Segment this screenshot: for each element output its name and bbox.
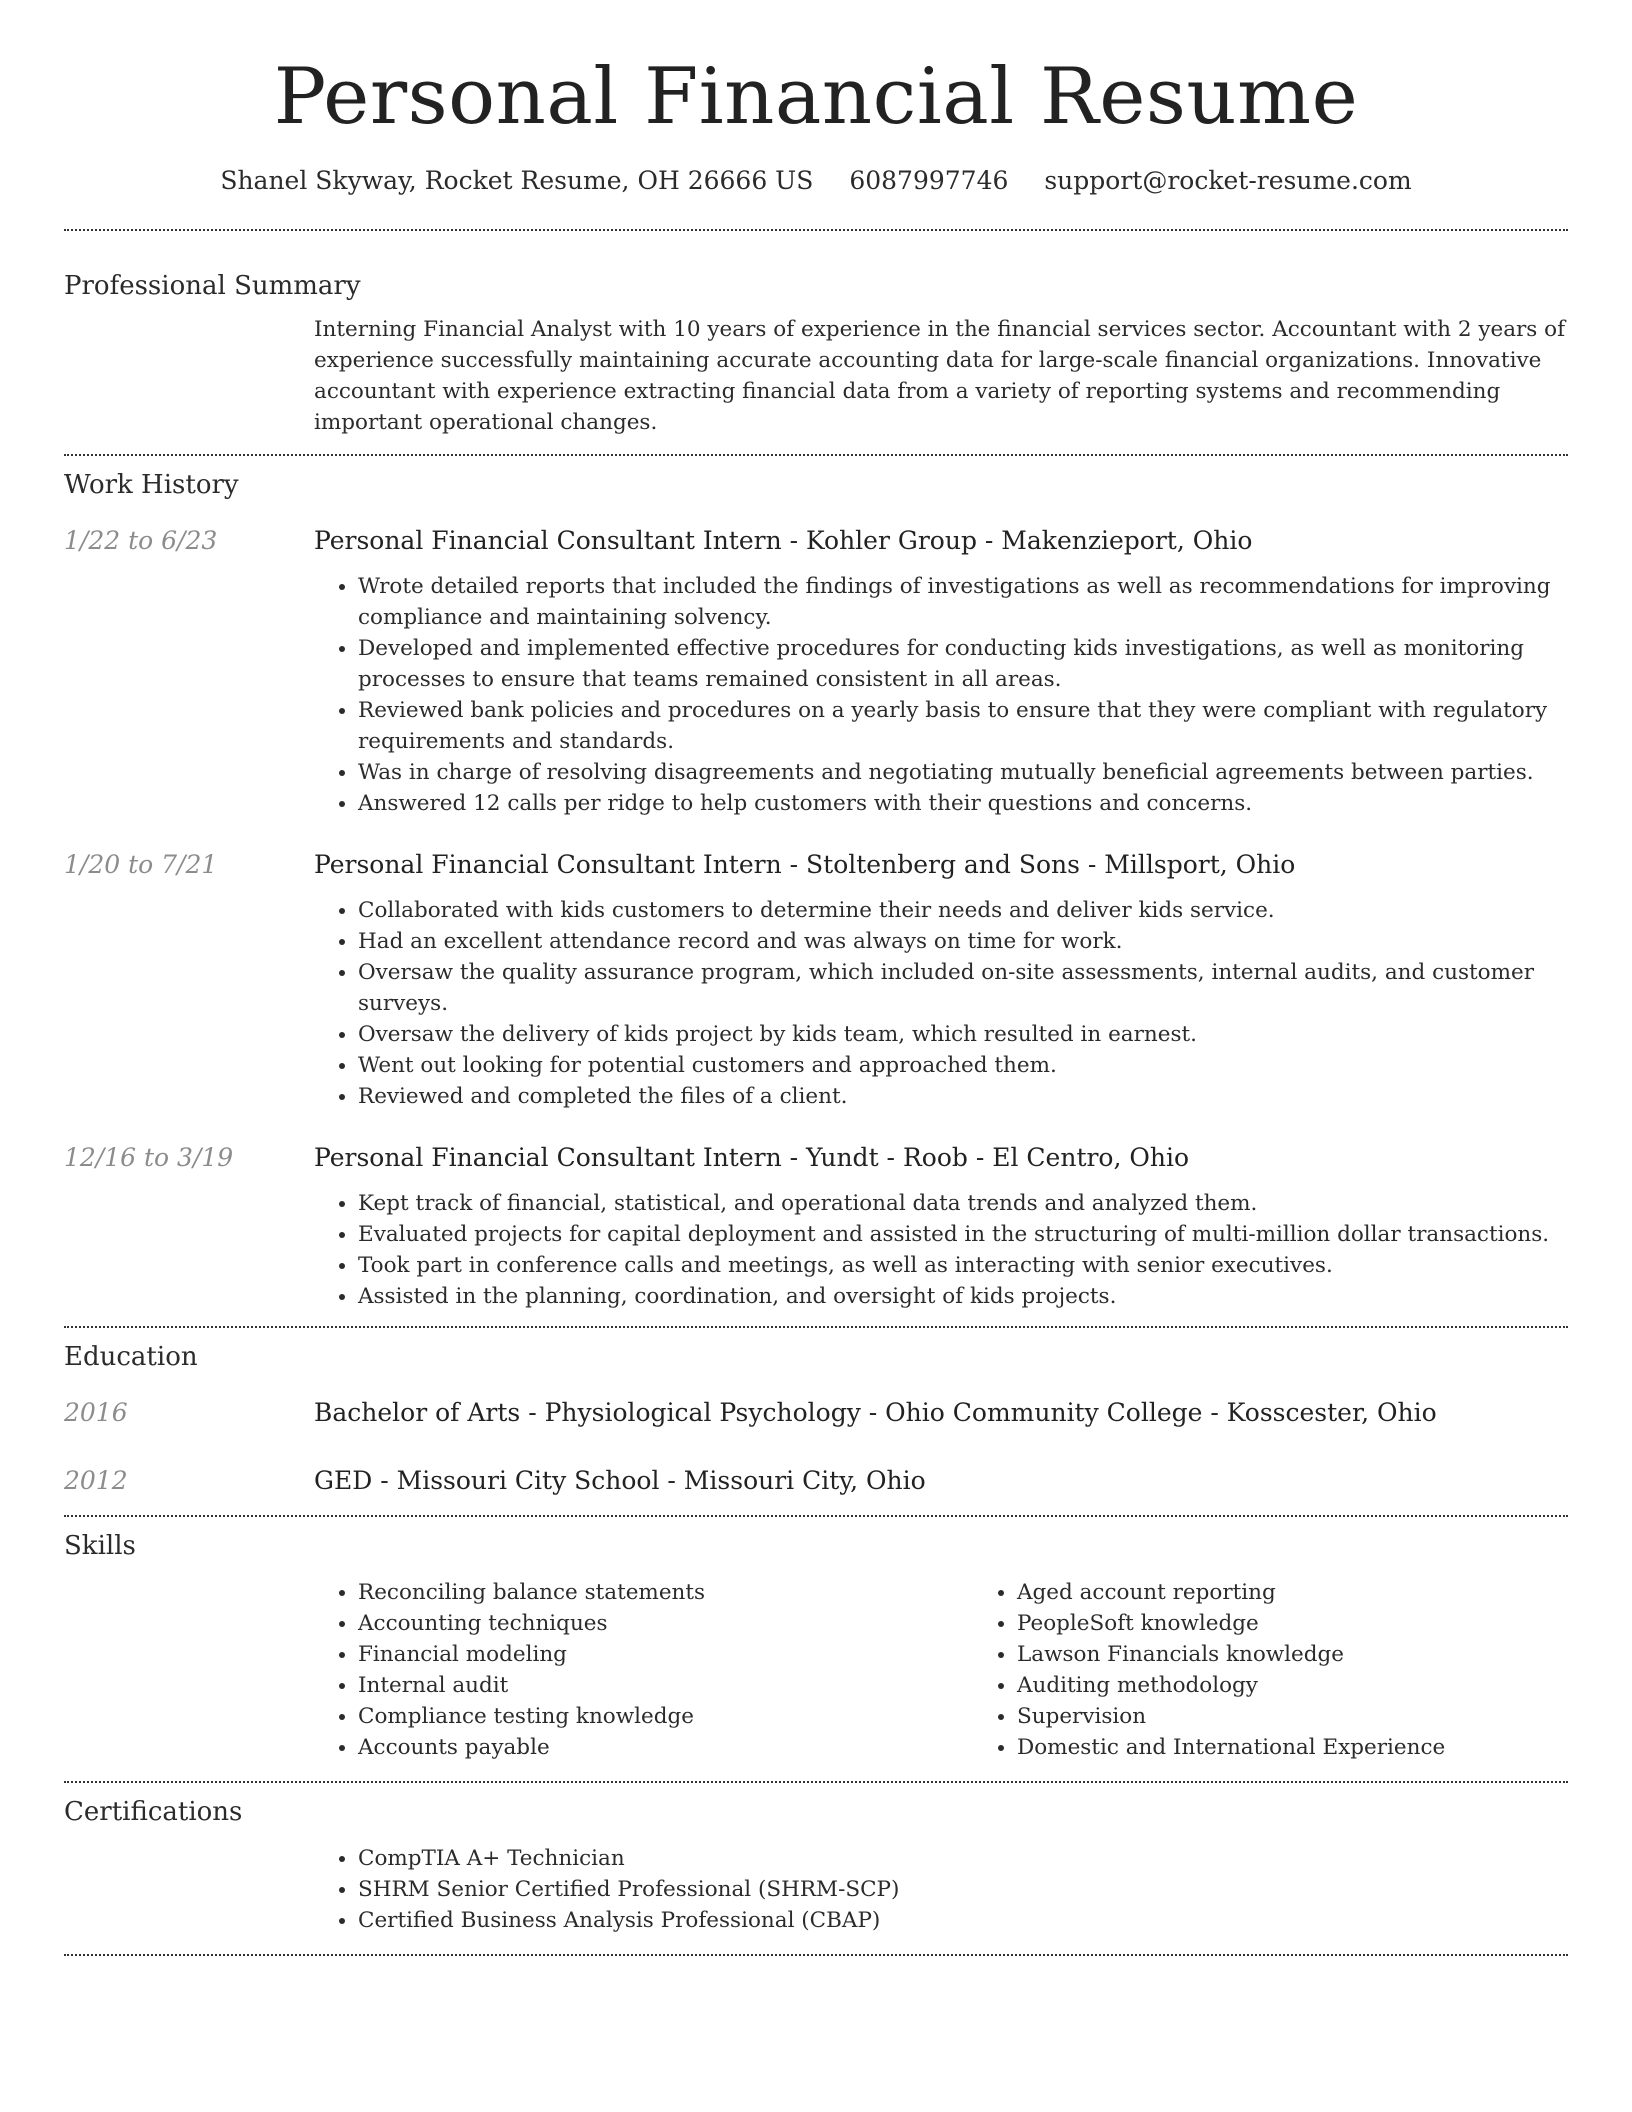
list-item: • SHRM Senior Certified Professional (SHRM-SCP)	[358, 1874, 1568, 1905]
job-entry	[64, 524, 1568, 819]
job-bullets	[314, 895, 1568, 1112]
list-item: • Was in charge of resolving disagreements and negotiating mutually beneficial agreements between parties.	[358, 757, 1568, 788]
list-item: • Auditing methodology	[1017, 1670, 1632, 1701]
certifications-list	[314, 1843, 1568, 1936]
job-title: Personal Financial Consultant Intern - Yundt - Roob - El Centro, Ohio	[314, 1143, 1190, 1172]
list-item: • Assisted in the planning, coordination, and oversight of kids projects.	[358, 1281, 1568, 1312]
education-text: Bachelor of Arts - Physiological Psychology - Ohio Community College - Kosscester, Ohio	[314, 1398, 1437, 1427]
contact-email: support@rocket-resume.com	[1044, 166, 1412, 195]
list-item: • Compliance testing knowledge	[358, 1701, 973, 1732]
contact-address: Shanel Skyway, Rocket Resume, OH 26666 US	[220, 166, 814, 195]
list-item: • Reconciling balance statements	[358, 1577, 973, 1608]
section-heading-certifications: Certifications	[64, 1797, 243, 1827]
list-item: • Developed and implemented effective procedures for conducting kids investigations, as well as monitoring processes to ensure that teams remained consistent in all areas.	[358, 633, 1568, 695]
education-year: 2012	[64, 1466, 128, 1495]
resume-page	[64, 0, 1568, 1956]
job-title: Personal Financial Consultant Intern - Kohler Group - Makenzieport, Ohio	[314, 526, 1253, 555]
job-dates: 1/22 to 6/23	[64, 526, 218, 555]
section-heading-work: Work History	[64, 470, 239, 500]
list-item: • Lawson Financials knowledge	[1017, 1639, 1632, 1670]
job-entry	[64, 848, 1568, 1112]
list-item: • PeopleSoft knowledge	[1017, 1608, 1632, 1639]
resume-title: Personal Financial Resume	[273, 52, 1359, 142]
list-item: • Financial modeling	[358, 1639, 973, 1670]
list-item: • Collaborated with kids customers to determine their needs and deliver kids service.	[358, 895, 1568, 926]
list-item: • Certified Business Analysis Professional (CBAP)	[358, 1905, 1568, 1936]
skills-list-right	[973, 1577, 1632, 1763]
list-item: • Took part in conference calls and meetings, as well as interacting with senior executives.	[358, 1250, 1568, 1281]
list-item: • Went out looking for potential customers and approached them.	[358, 1050, 1568, 1081]
education-section	[64, 1328, 1568, 1515]
skills-list-left	[314, 1577, 973, 1763]
education-entry	[64, 1464, 1568, 1498]
work-history-section	[64, 456, 1568, 1326]
list-item: • Aged account reporting	[1017, 1577, 1632, 1608]
list-item: • Evaluated projects for capital deployment and assisted in the structuring of multi-million dollar transactions.	[358, 1219, 1568, 1250]
job-title: Personal Financial Consultant Intern - Stoltenberg and Sons - Millsport, Ohio	[314, 850, 1296, 879]
certifications-section	[64, 1783, 1568, 1954]
job-bullets	[314, 571, 1568, 819]
divider	[64, 1954, 1568, 1956]
contact-phone: 6087997746	[849, 166, 1009, 195]
list-item: • Accounting techniques	[358, 1608, 973, 1639]
section-heading-skills: Skills	[64, 1531, 136, 1561]
skills-section	[64, 1517, 1568, 1781]
section-heading-summary: Professional Summary	[64, 271, 361, 301]
list-item: • Reviewed bank policies and procedures on a yearly basis to ensure that they were compliant with regulatory requirements and standards.	[358, 695, 1568, 757]
education-text: GED - Missouri City School - Missouri City, Ohio	[314, 1466, 926, 1495]
list-item: • Domestic and International Experience	[1017, 1732, 1632, 1763]
contact-line	[64, 163, 1568, 199]
summary-section	[64, 231, 1568, 454]
education-entry	[64, 1396, 1568, 1430]
list-item: • Supervision	[1017, 1701, 1632, 1732]
list-item: • Accounts payable	[358, 1732, 973, 1763]
section-heading-education: Education	[64, 1342, 198, 1372]
job-bullets	[314, 1188, 1568, 1312]
summary-text: Interning Financial Analyst with 10 years of experience in the financial services sector. Accountant with 2 years of experience successfully maintaining accurate accounting data for large-scale financial organizations. Innovative accountant with experience extracting financial data from a variety of reporting systems and recommending important operational changes.	[314, 317, 1566, 435]
list-item: • Internal audit	[358, 1670, 973, 1701]
list-item: • CompTIA A+ Technician	[358, 1843, 1568, 1874]
job-dates: 1/20 to 7/21	[64, 850, 218, 879]
job-entry	[64, 1141, 1568, 1312]
list-item: • Wrote detailed reports that included the findings of investigations as well as recommendations for improving compliance and maintaining solvency.	[358, 571, 1568, 633]
list-item: • Oversaw the quality assurance program, which included on-site assessments, internal audits, and customer surveys.	[358, 957, 1568, 1019]
education-year: 2016	[64, 1398, 128, 1427]
list-item: • Kept track of financial, statistical, and operational data trends and analyzed them.	[358, 1188, 1568, 1219]
list-item: • Reviewed and completed the files of a client.	[358, 1081, 1568, 1112]
list-item: • Answered 12 calls per ridge to help customers with their questions and concerns.	[358, 788, 1568, 819]
job-dates: 12/16 to 3/19	[64, 1143, 234, 1172]
list-item: • Had an excellent attendance record and was always on time for work.	[358, 926, 1568, 957]
list-item: • Oversaw the delivery of kids project by kids team, which resulted in earnest.	[358, 1019, 1568, 1050]
